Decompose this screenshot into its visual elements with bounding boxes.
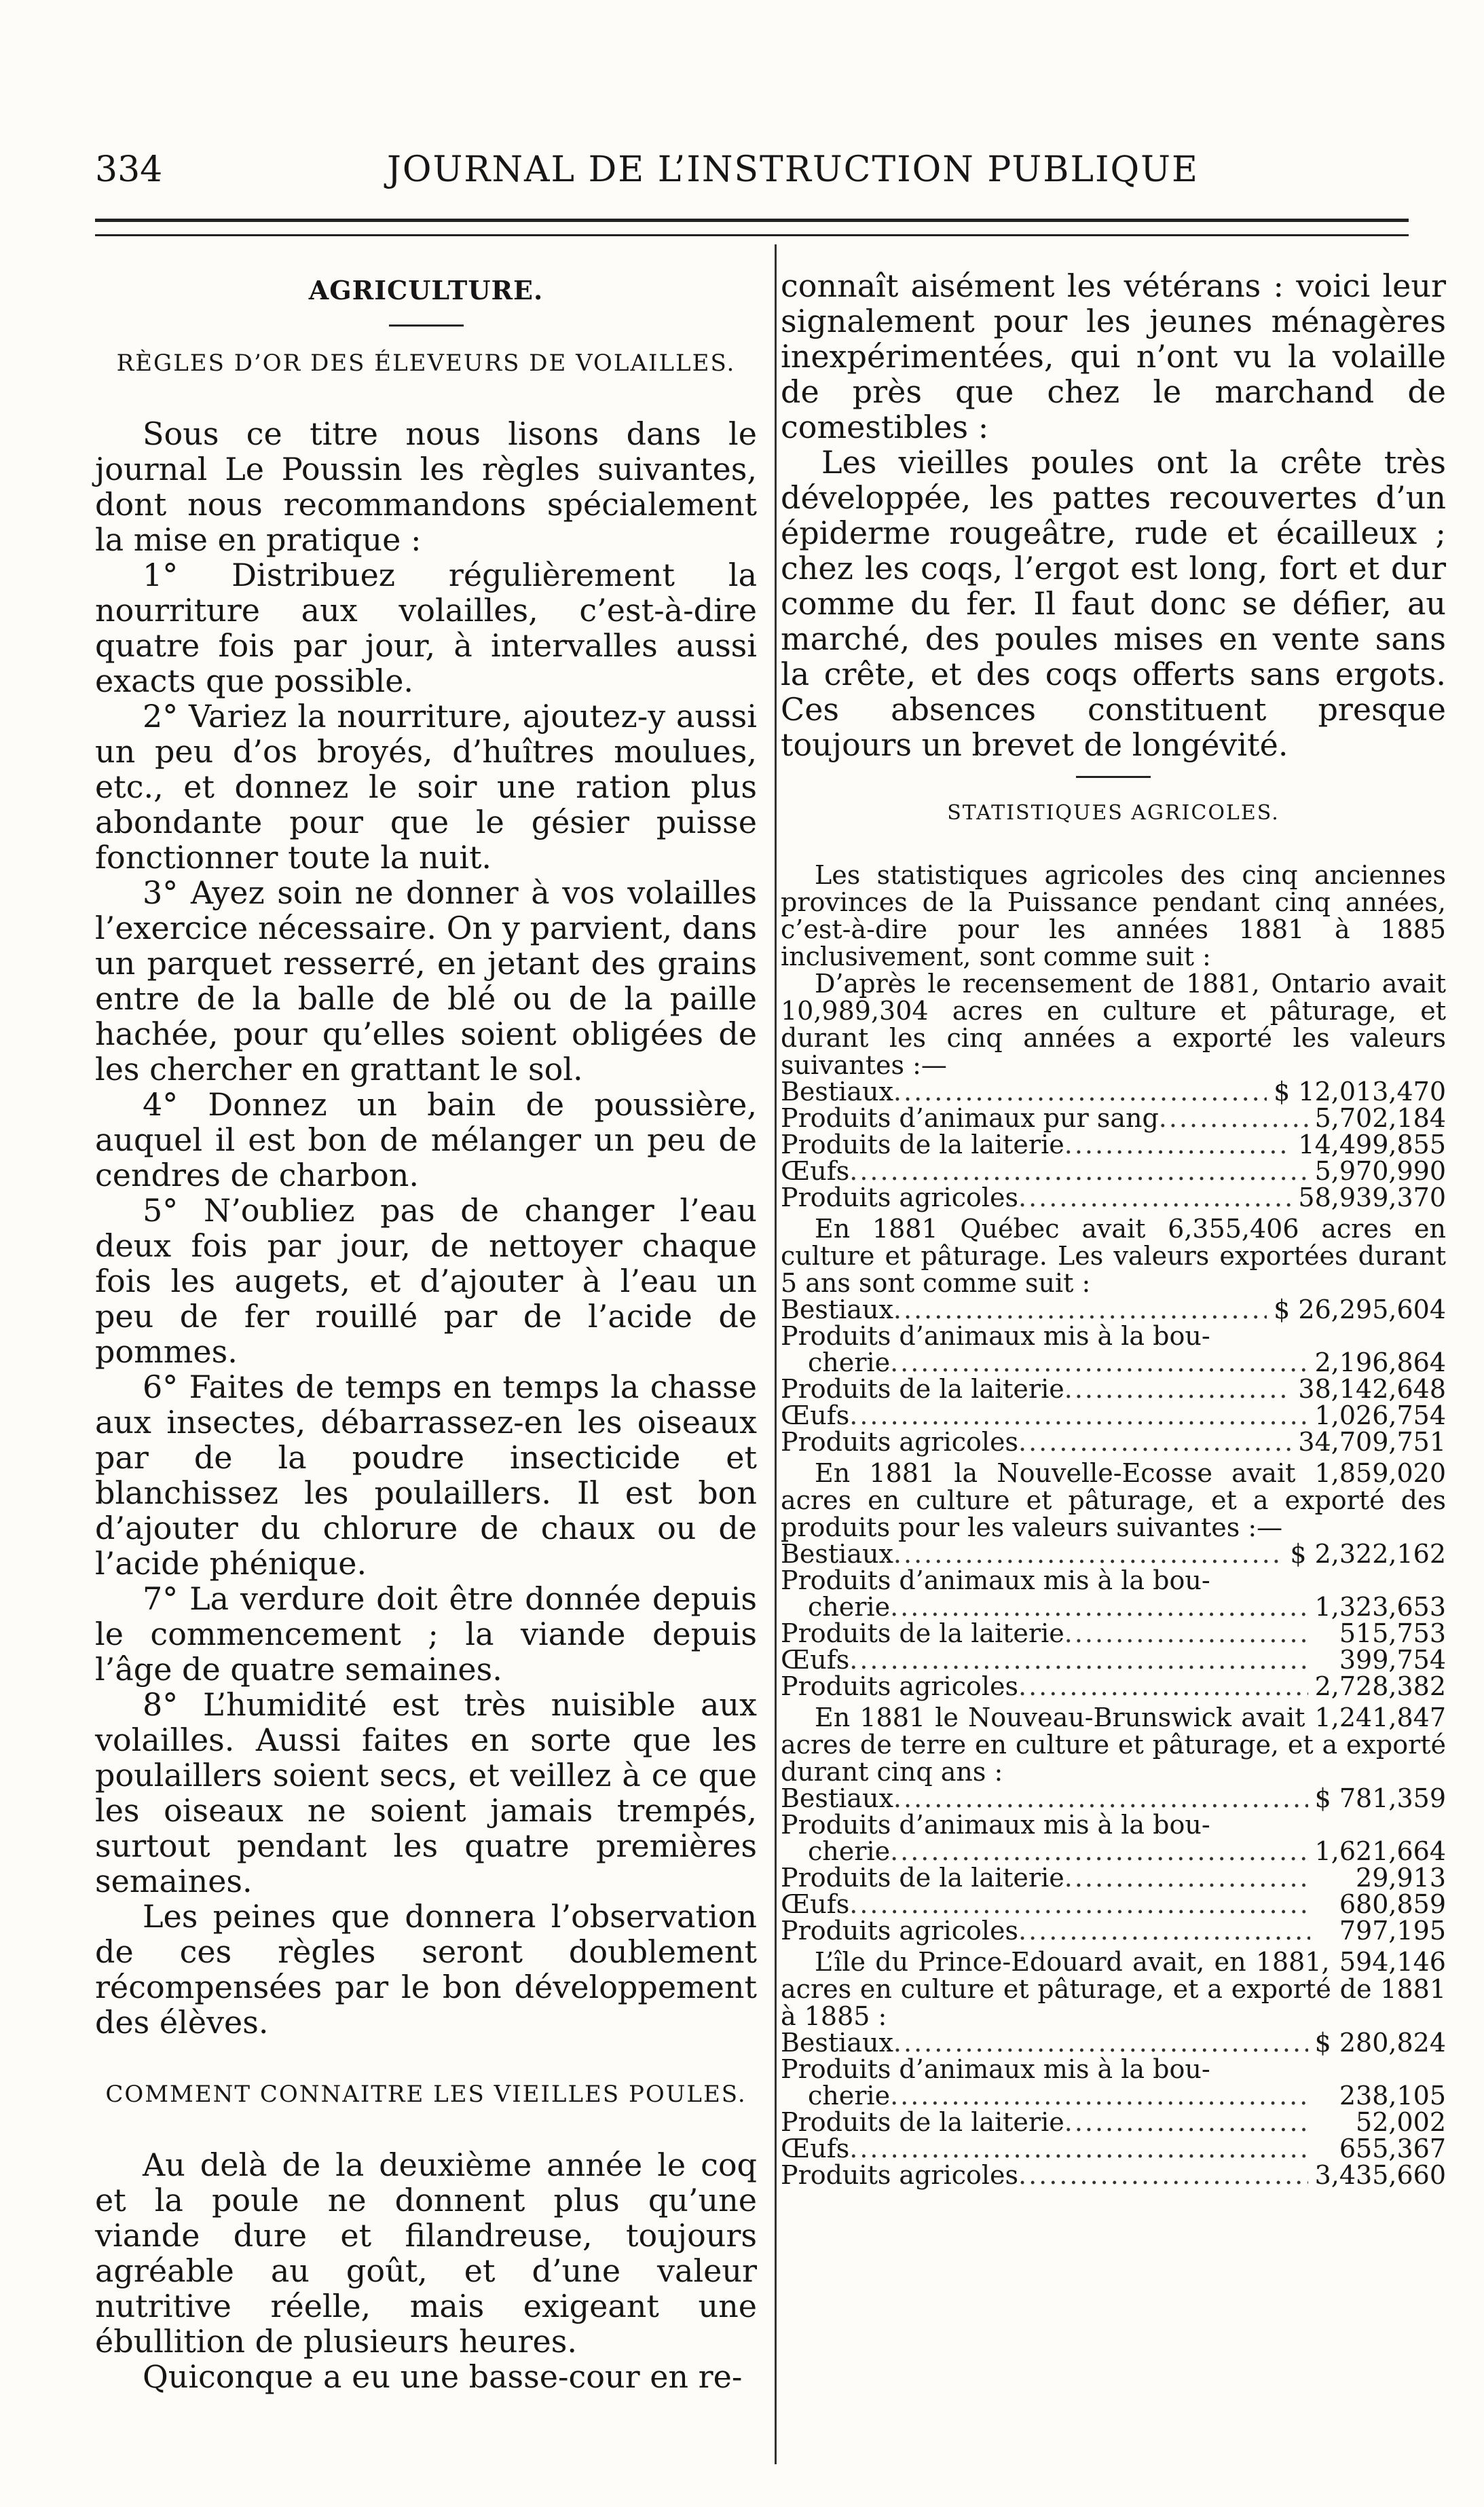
stat-label: Produits d’animaux mis à la bou- (781, 1565, 1210, 1595)
paragraph: Les peines que donnera l’observation de ces règles seront doublement récompensées par le bon développement des élèves. (95, 1898, 757, 2041)
stat-label: Produits de la laiterie (781, 1863, 1064, 1893)
stat-label: Produits agricoles (781, 2160, 1019, 2190)
stat-label: Produits de la laiterie (781, 1618, 1064, 1648)
leader-dots (1064, 1620, 1310, 1647)
title-rule (389, 324, 464, 327)
stat-value: 238,105 (1339, 2081, 1446, 2111)
leader-dots (1159, 1105, 1308, 1132)
quebec-intro: En 1881 Québec avait 6,355,406 acres en culture et pâturage. Les valeurs exportées durant 5 ans sont comme suit : (781, 1214, 1446, 1298)
leader-dots (893, 1785, 1308, 1812)
stat-value: $ 280,824 (1314, 2028, 1446, 2058)
nova-scotia-intro: En 1881 la Nouvelle-Ecosse avait 1,859,020 acres en culture et pâturage, et a exporté des produits pour les valeurs suivantes :— (781, 1458, 1446, 1542)
leader-dots (1064, 1376, 1292, 1403)
stat-label: Produits d’animaux pur sang (781, 1103, 1159, 1133)
stat-value: 1,621,664 (1314, 1836, 1446, 1866)
stat-label: cherie (808, 1836, 891, 1866)
stat-value: $ 12,013,470 (1274, 1077, 1446, 1107)
stat-row (781, 1891, 1446, 1918)
leader-dots (893, 2030, 1308, 2056)
stat-row (781, 1105, 1446, 1132)
stat-value: 38,142,648 (1298, 1374, 1446, 1404)
paragraph: Sous ce titre nous lisons dans le journal Le Poussin les règles suivantes, dont nous recommandons spécialement la mise en pratique : (95, 415, 757, 558)
article-subtitle: RÈGLES D’OR DES ÉLEVEURS DE VOLAILLES. (116, 350, 736, 377)
stat-value: $ 781,359 (1314, 1783, 1446, 1813)
paragraph: 3° Ayez soin ne donner à vos volailles l’exercice nécessaire. On y parvient, dans un parquet resserré, en jetant des grains entre de la balle de blé ou de la paille hachée, pour qu’elles soient obligées de les chercher en grattant le sol. (95, 874, 757, 1088)
stat-value: 2,196,864 (1314, 1348, 1446, 1377)
stat-label: Œufs (781, 1156, 850, 1186)
article-subtitle-2: COMMENT CONNAITRE LES VIEILLES POULES. (105, 2081, 747, 2108)
stats-title: STATISTIQUES AGRICOLES. (947, 801, 1280, 825)
leader-dots (890, 2083, 1310, 2109)
leader-dots (1064, 1132, 1292, 1158)
continued-paragraph: connaît aisément les vétérans : voici leur signalement pour les jeunes ménagères inexpérimentées, qui n’ont vu la volaille de près que chez le marchand de comestibles : (781, 267, 1446, 445)
stat-value: 2,728,382 (1314, 1671, 1446, 1701)
stats-intro: Les statistiques agricoles des cinq anciennes provinces de la Puissance pendant cinq années, c’est-à-dire pour les années 1881 à 1885 inclusivement, sont comme suit : (781, 860, 1446, 971)
stat-row (781, 2056, 1446, 2083)
leader-dots (849, 1647, 1310, 1673)
stat-label: Œufs (781, 1400, 850, 1430)
stat-value: 52,002 (1356, 2107, 1446, 2137)
paragraph: 6° Faites de temps en temps la chasse aux insectes, débarrassez-en les oiseaux par de la poudre insecticide et blanchissez les poulaillers. Il est bon d’ajouter du chlorure de chaux ou de l’acide phénique. (95, 1369, 757, 1582)
leader-dots (849, 2136, 1310, 2162)
stat-label: cherie (808, 1348, 891, 1377)
stat-row (781, 1323, 1446, 1350)
stat-row (781, 1541, 1446, 1567)
paragraph: 8° L’humidité est très nuisible aux volailles. Aussi faites en sorte que les poulaillers soient secs, et veillez à ce que les oiseaux ne soient jamais trempés, surtout pendant les quatre premières semaines. (95, 1686, 757, 1899)
stat-row (781, 1350, 1446, 1376)
leader-dots (893, 1297, 1267, 1323)
stat-value: 5,970,990 (1314, 1156, 1446, 1186)
stat-label: Produits de la laiterie (781, 2107, 1064, 2137)
leader-dots (893, 1079, 1267, 1105)
leader-dots (1064, 1865, 1310, 1891)
stat-row (781, 1785, 1446, 1812)
leader-dots (1018, 1673, 1308, 1700)
stat-value: 34,709,751 (1298, 1427, 1446, 1457)
page-header (0, 149, 1484, 204)
leader-dots (849, 1891, 1310, 1918)
stat-value: 797,195 (1339, 1916, 1446, 1946)
stat-value: 1,026,754 (1314, 1400, 1446, 1430)
paragraph: Les vieilles poules ont la crête très développée, les pattes recouvertes d’un épiderme rougeâtre, rude et écailleux ; chez les coqs, l’ergot est long, fort et dur comme du fer. Il faut donc se défier, au marché, des poules mises en vente sans la crête, et des coqs offerts sans ergots. Ces absences constituent presque toujours un brevet de longévité. (781, 444, 1446, 763)
stat-label: Œufs (781, 1645, 850, 1675)
section-rule (1076, 776, 1151, 778)
right-column (781, 268, 1446, 2193)
leader-dots (1018, 2162, 1308, 2189)
stat-label: Bestiaux (781, 1295, 893, 1324)
leader-dots (890, 1594, 1308, 1620)
column-divider (775, 244, 777, 2464)
section-title: AGRICULTURE. (308, 275, 544, 305)
new-brunswick-intro: En 1881 le Nouveau-Brunswick avait 1,241,847 acres de terre en culture et pâturage, et a exporté durant cinq ans : (781, 1703, 1446, 1787)
leader-dots (849, 1403, 1307, 1429)
stat-row (781, 1918, 1446, 1944)
stat-row (781, 2162, 1446, 2189)
stat-row (781, 2030, 1446, 2056)
stat-row (781, 2083, 1446, 2109)
leader-dots (1018, 1429, 1291, 1455)
stat-value: 655,367 (1339, 2134, 1446, 2164)
leader-dots (890, 1838, 1308, 1865)
new-brunswick-table (781, 1785, 1446, 1944)
stat-row (781, 2136, 1446, 2162)
header-rule-secondary (95, 234, 1409, 236)
stat-row (781, 1376, 1446, 1403)
stat-label: Bestiaux (781, 1077, 893, 1107)
stat-label: Œufs (781, 1889, 850, 1919)
stat-label: Produits d’animaux mis à la bou- (781, 1321, 1210, 1351)
stat-row (781, 2109, 1446, 2136)
leader-dots (1018, 1185, 1291, 1211)
stat-row (781, 1400, 1446, 1430)
ontario-table (781, 1079, 1446, 1211)
stat-label: Produits d’animaux mis à la bou- (781, 2054, 1210, 2084)
paragraph: 7° La verdure doit être donnée depuis le commencement ; la viande depuis l’âge de quatre semaines. (95, 1580, 757, 1688)
paragraph: 5° N’oubliez pas de changer l’eau deux fois par jour, de nettoyer chaque fois les augets, et d’ajouter à l’eau un peu de fer rouillé par de l’acide de pommes. (95, 1192, 757, 1370)
stat-row (781, 1185, 1446, 1211)
stat-row (781, 1865, 1446, 1891)
stat-label: Bestiaux (781, 2028, 893, 2058)
page-number: 334 (95, 149, 163, 190)
ontario-intro: D’après le recensement de 1881, Ontario avait 10,989,304 acres en culture et pâturage, et durant les cinq années a exporté les valeurs suivantes :— (781, 969, 1446, 1080)
leader-dots (893, 1541, 1283, 1567)
stat-value: $ 26,295,604 (1274, 1295, 1446, 1324)
stat-value: 1,323,653 (1314, 1592, 1446, 1622)
stat-label: cherie (808, 1592, 891, 1622)
stat-value: 14,499,855 (1298, 1130, 1446, 1159)
stat-label: Bestiaux (781, 1539, 893, 1569)
stat-row (781, 1079, 1446, 1105)
stat-label: Produits de la laiterie (781, 1130, 1064, 1159)
paragraph: 4° Donnez un bain de poussière, auquel il est bon de mélanger un peu de cendres de charbon. (95, 1086, 757, 1193)
stat-label: Produits agricoles (781, 1916, 1019, 1946)
leader-dots (1064, 2109, 1310, 2136)
pei-table (781, 2030, 1446, 2189)
stat-row (781, 1620, 1446, 1647)
stat-label: Œufs (781, 2134, 850, 2164)
stat-label: Produits agricoles (781, 1671, 1019, 1701)
stat-row (781, 1838, 1446, 1865)
quebec-table (781, 1297, 1446, 1455)
stat-label: cherie (808, 2081, 891, 2111)
paragraph: Quiconque a eu une basse-cour en re- (143, 2358, 743, 2395)
header-rule (95, 219, 1409, 222)
leader-dots (849, 1158, 1307, 1185)
leader-dots (1018, 1918, 1310, 1944)
stat-value: 399,754 (1339, 1645, 1446, 1675)
stat-row (781, 1297, 1446, 1323)
stat-value: 5,702,184 (1314, 1103, 1446, 1133)
stat-row (781, 1647, 1446, 1673)
stat-label: Produits agricoles (781, 1183, 1019, 1212)
stat-row (781, 1673, 1446, 1700)
stat-value: 680,859 (1339, 1889, 1446, 1919)
nova-scotia-table (781, 1541, 1446, 1700)
stat-label: Produits agricoles (781, 1427, 1019, 1457)
paragraph: 1° Distribuez régulièrement la nourriture aux volailles, c’est-à-dire quatre fois par jour, à intervalles aussi exacts que possible. (95, 557, 757, 699)
stat-row (781, 1132, 1446, 1158)
stat-label: Produits de la laiterie (781, 1374, 1064, 1404)
pei-intro: L’île du Prince-Edouard avait, en 1881, 594,146 acres en culture et pâturage, et a exporté de 1881 à 1885 : (781, 1947, 1446, 2031)
stat-value: $ 2,322,162 (1290, 1539, 1446, 1569)
running-title: JOURNAL DE L’INSTRUCTION PUBLIQUE (387, 149, 1199, 190)
stat-label: Produits d’animaux mis à la bou- (781, 1810, 1210, 1840)
stat-row (781, 1429, 1446, 1455)
paragraph: 2° Variez la nourriture, ajoutez-y aussi un peu d’os broyés, d’huîtres moulues, etc., et donnez le soir une ration plus abondante pour que le gésier puisse fonctionner toute la nuit. (95, 698, 757, 876)
stat-row (781, 1812, 1446, 1838)
stat-value: 58,939,370 (1298, 1183, 1446, 1212)
stat-row (781, 1594, 1446, 1620)
stat-value: 3,435,660 (1314, 2160, 1446, 2190)
stat-value: 515,753 (1339, 1618, 1446, 1648)
stat-value: 29,913 (1356, 1863, 1446, 1893)
leader-dots (890, 1350, 1308, 1376)
stat-label: Bestiaux (781, 1783, 893, 1813)
left-column (95, 268, 757, 2394)
paragraph: Au delà de la deuxième année le coq et la poule ne donnent plus qu’une viande dure et filandreuse, toujours agréable au goût, et d’une valeur nutritive réelle, mais exigeant une ébullition de plusieurs heures. (95, 2147, 757, 2360)
stat-row (781, 1158, 1446, 1185)
stat-row (781, 1567, 1446, 1594)
